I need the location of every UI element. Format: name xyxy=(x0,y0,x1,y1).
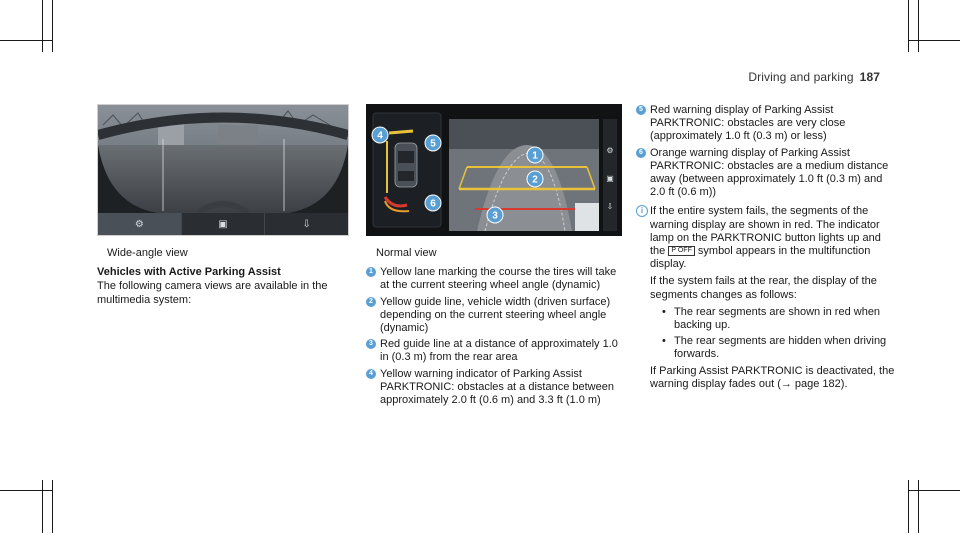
callout-6 xyxy=(425,195,441,211)
legend-item xyxy=(366,296,622,336)
wide-angle-camera-image xyxy=(97,104,349,236)
svg-text:1: 1 xyxy=(532,150,538,162)
legend-text: Yellow lane marking the course the tires will take at the current steering wheel angle (dynamic) xyxy=(380,266,617,292)
svg-text:⚙: ⚙ xyxy=(606,146,614,155)
column-3 xyxy=(636,104,896,395)
legend-number: 6 xyxy=(636,148,646,158)
legend-item xyxy=(366,368,622,408)
crop-mark xyxy=(918,480,919,533)
callout-4 xyxy=(372,127,388,143)
info-text-part2: symbol appears in the multifunction display. xyxy=(650,245,871,271)
legend-text: Red warning display of Parking Assist PARKTRONIC: obstacles are very close (approximately 1.0 ft (0.3 m) or less) xyxy=(650,104,846,143)
closing-text: If Parking Assist PARKTRONIC is deactivated, the warning display fades out (→ page 182). xyxy=(650,364,895,390)
section-title: Driving and parking xyxy=(748,70,854,84)
parktronic-off-symbol: P OFF xyxy=(668,246,694,256)
camera-view-button-1[interactable]: ⚙ xyxy=(98,213,182,235)
svg-text:▣: ▣ xyxy=(606,174,614,183)
bullet-dot: • xyxy=(662,305,666,318)
crop-mark xyxy=(0,490,52,491)
normal-view-scene xyxy=(367,105,621,235)
crop-mark xyxy=(42,480,43,533)
legend-text: Red guide line at a distance of approximately 1.0 in (0.3 m) from the rear area xyxy=(380,338,618,364)
crop-mark xyxy=(908,490,960,491)
crop-mark xyxy=(908,0,909,52)
svg-text:5: 5 xyxy=(430,138,436,150)
section-heading: Vehicles with Active Parking Assist xyxy=(97,266,281,279)
legend-item xyxy=(366,338,622,364)
legend-item xyxy=(366,266,622,292)
legend-number: 1 xyxy=(366,267,376,277)
bullet-text: The rear segments are shown in red when backing up. xyxy=(674,305,881,332)
camera-view-button-2[interactable]: ▣ xyxy=(182,213,266,235)
figure-caption: Wide-angle view xyxy=(107,247,188,259)
info-text xyxy=(650,205,896,271)
svg-text:⇩: ⇩ xyxy=(606,202,614,211)
legend-number: 3 xyxy=(366,339,376,349)
callout-2 xyxy=(527,171,543,187)
legend-text: Orange warning display of Parking Assist PARKTRONIC: obstacles are a medium distance away (between approximately 1.0 ft (0.3 m) and 2.0 ft (0.6 m)) xyxy=(650,146,889,199)
bullet-item xyxy=(650,335,896,361)
legend-number: 5 xyxy=(636,105,646,115)
legend-text: Yellow guide line, vehicle width (driven surface) depending on the current steering wheel angle (dynamic) xyxy=(380,295,611,335)
crop-mark xyxy=(52,0,53,52)
camera-view-button-3[interactable]: ⇩ xyxy=(302,218,311,230)
column-2 xyxy=(366,247,622,410)
crop-mark xyxy=(918,0,919,52)
crop-mark xyxy=(42,0,43,52)
svg-text:4: 4 xyxy=(377,130,383,142)
svg-text:3: 3 xyxy=(492,210,498,222)
info-icon: i xyxy=(636,205,648,217)
intro-text: The following camera views are available in the multimedia system: xyxy=(97,280,328,306)
figure-caption: Normal view xyxy=(376,247,437,259)
legend-item xyxy=(636,147,896,200)
info-text-part1: If the entire system fails, the segments of the warning display are shown in red. The indicator lamp on the PARKTRONIC button lights up and the xyxy=(650,205,881,258)
crop-mark xyxy=(52,480,53,533)
legend-number: 4 xyxy=(366,369,376,379)
callout-3 xyxy=(487,207,503,223)
crop-mark xyxy=(908,480,909,533)
crop-mark xyxy=(0,40,52,41)
crop-mark xyxy=(908,40,960,41)
svg-text:6: 6 xyxy=(430,198,436,210)
bullet-dot: • xyxy=(662,335,666,348)
page-number: 187 xyxy=(859,70,880,84)
callout-1 xyxy=(527,147,543,163)
bullet-text: The rear segments are hidden when driving forwards. xyxy=(674,335,887,361)
legend-text: Yellow warning indicator of Parking Assist PARKTRONIC: obstacles at a distance between approximately 2.0 ft (0.6 m) and 3.3 ft (1.0 m) xyxy=(380,367,614,407)
info-note xyxy=(636,205,896,391)
svg-text:2: 2 xyxy=(532,174,538,186)
page-header xyxy=(748,70,880,84)
column-1 xyxy=(97,247,347,311)
callout-5 xyxy=(425,135,441,151)
camera-view-bar xyxy=(98,213,348,235)
info-text-2: If the system fails at the rear, the display of the segments changes as follows: xyxy=(650,275,877,301)
normal-view-camera-image xyxy=(366,104,622,236)
legend-number: 2 xyxy=(366,297,376,307)
bullet-item xyxy=(650,306,896,332)
legend-item xyxy=(636,104,896,144)
